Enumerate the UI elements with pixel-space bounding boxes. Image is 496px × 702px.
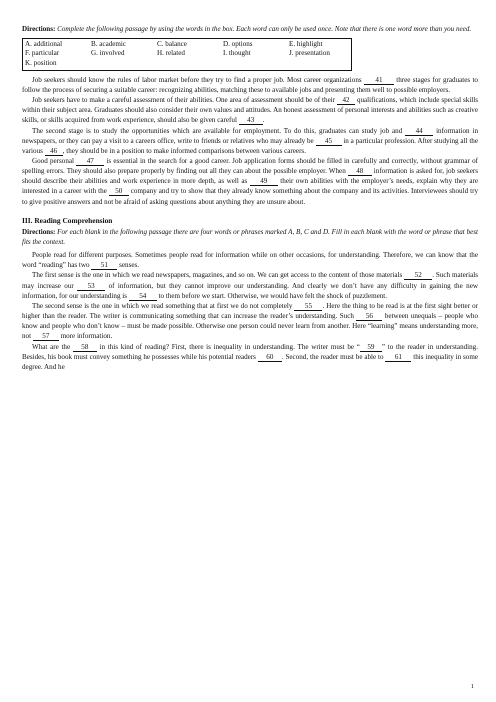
- passage1-paragraph: Good personal 47 is essential in the search for a good career. Job application forms should be filled in carefully and correctly, without grammar of spelling errors. They should also prepare properly by finding out all they can about the possible employer. When 48 information is asked for, job seekers should describe their abilities and work experience in more depth, as well as 49 their own abilities with the employer’s needs, explain why they are interested in a career with the 50 company and try to show that they already know something about the company and its activities. Interviewees should try to give positive answers and not be afraid of asking questions about anything they are unsure about.: [22, 157, 479, 206]
- answer-blank[interactable]: 58: [73, 343, 97, 352]
- word-option: D. options: [223, 40, 253, 49]
- document-content: [22, 24, 478, 372]
- word-option: C. balance: [157, 40, 187, 49]
- word-option: G. involved: [91, 49, 125, 58]
- answer-blank[interactable]: 44: [405, 127, 433, 136]
- word-option: F. particular: [25, 49, 60, 58]
- answer-blank[interactable]: 59: [360, 343, 382, 352]
- answer-blank[interactable]: 47: [76, 157, 104, 166]
- passage2-paragraph: What are the 58 in this kind of reading? First, there is inequality in understanding. The writer must be “ 59 ” to the reader in understanding. Besides, his book must convey something he possesses while his potential readers 60 . Second, the reader must be able to 61 this inequality in some degree. And he: [22, 342, 479, 371]
- word-option: H. related: [157, 49, 185, 58]
- answer-blank[interactable]: 43: [239, 116, 263, 125]
- passage1-paragraph: Job seekers should know the rules of labor market before they try to find a proper job. Most career organizations 41 three stages for graduates to follow the process of securing a suitable career: recognizing abilities, matching these to available jobs and presenting them well to possible employers.: [22, 75, 478, 94]
- answer-blank[interactable]: 48: [348, 167, 372, 176]
- answer-blank[interactable]: 45: [316, 137, 342, 146]
- answer-blank[interactable]: 60: [258, 353, 282, 362]
- word-box: [22, 38, 352, 71]
- directions-text: For each blank in the following passage there are four words or phrases marked A, B, C and D. Fill in each blank with the word or phrase that best fits the context.: [22, 227, 478, 246]
- directions-label: Directions:: [22, 227, 56, 236]
- answer-blank[interactable]: 61: [385, 353, 411, 362]
- answer-blank[interactable]: 53: [77, 282, 105, 291]
- section1-directions: [22, 24, 478, 34]
- passage2-paragraph: The second sense is the one in which we read something that at first we do not completely 55 . Here the thing to be read is at the first sight better or higher than the reader. The writer is communicating something that can increase the reader’s understanding. Such 56 between unequals – people who know and people who don’t know – must be made possible. Otherwise one person could never learn from another. Here “learning” means understanding more, not 57 more information.: [22, 301, 479, 341]
- answer-blank[interactable]: 50: [109, 187, 129, 196]
- answer-blank[interactable]: 55: [294, 302, 322, 311]
- answer-blank[interactable]: 57: [33, 332, 59, 341]
- section2-directions: [22, 227, 478, 247]
- passage2-paragraph: The first sense is the one in which we read newspapers, magazines, and so on. We can get access to the content of those materials 52 . Such materials may increase our 53 of information, but they cannot improve our understanding. And clearly we don’t have any difficulty in gaining the new information, for our understanding is 54 to them before we start. Otherwise, we would have felt the shock of puzzlement.: [22, 271, 478, 300]
- word-option: J. presentation: [289, 49, 330, 58]
- word-option: A. additional: [25, 40, 63, 49]
- passage2-paragraph: People read for different purposes. Sometimes people read for information while on other occasions, for understanding. Therefore, we can know that the word “reading” has two 51 senses.: [22, 251, 478, 270]
- word-option: I. thought: [223, 49, 251, 58]
- answer-blank[interactable]: 42: [337, 96, 355, 105]
- answer-blank[interactable]: 56: [356, 312, 382, 321]
- word-option: K. position: [25, 58, 57, 67]
- answer-blank[interactable]: 54: [129, 292, 157, 301]
- answer-blank[interactable]: 41: [364, 76, 394, 85]
- section-heading: III. Reading Comprehension: [22, 215, 113, 225]
- answer-blank[interactable]: 49: [250, 177, 278, 186]
- passage1-paragraph: Job seekers have to make a careful assessment of their abilities. One area of assessment should be of their 42 qualifications, which include special skills within their subject area. Graduates should also consider their own values and attitudes. An honest assessment of personal interests and abilities such as creative skills, or skills acquired from work experience, should also be given careful 43 .: [22, 96, 478, 125]
- answer-blank[interactable]: 46: [45, 147, 63, 156]
- directions-label: Directions:: [22, 25, 56, 33]
- page-number: 1: [470, 683, 474, 690]
- answer-blank[interactable]: 51: [91, 261, 117, 270]
- word-option: B. academic: [91, 40, 127, 49]
- passage1-paragraph: The second stage is to study the opportunities which are available for employment. To do this, graduates can study job and 44 information in newspapers, or they can pay a visit to a careers office, write to friends or relatives who may already be 45 in a particular profession. After studying all the various 46 , they should be in a position to make informed comparisons between various careers.: [22, 126, 478, 155]
- answer-blank[interactable]: 52: [404, 271, 432, 280]
- directions-text: Complete the following passage by using the words in the box. Each word can only be used once. Note that there is one word more than you need.: [57, 25, 472, 33]
- word-option: E. highlight: [289, 40, 323, 49]
